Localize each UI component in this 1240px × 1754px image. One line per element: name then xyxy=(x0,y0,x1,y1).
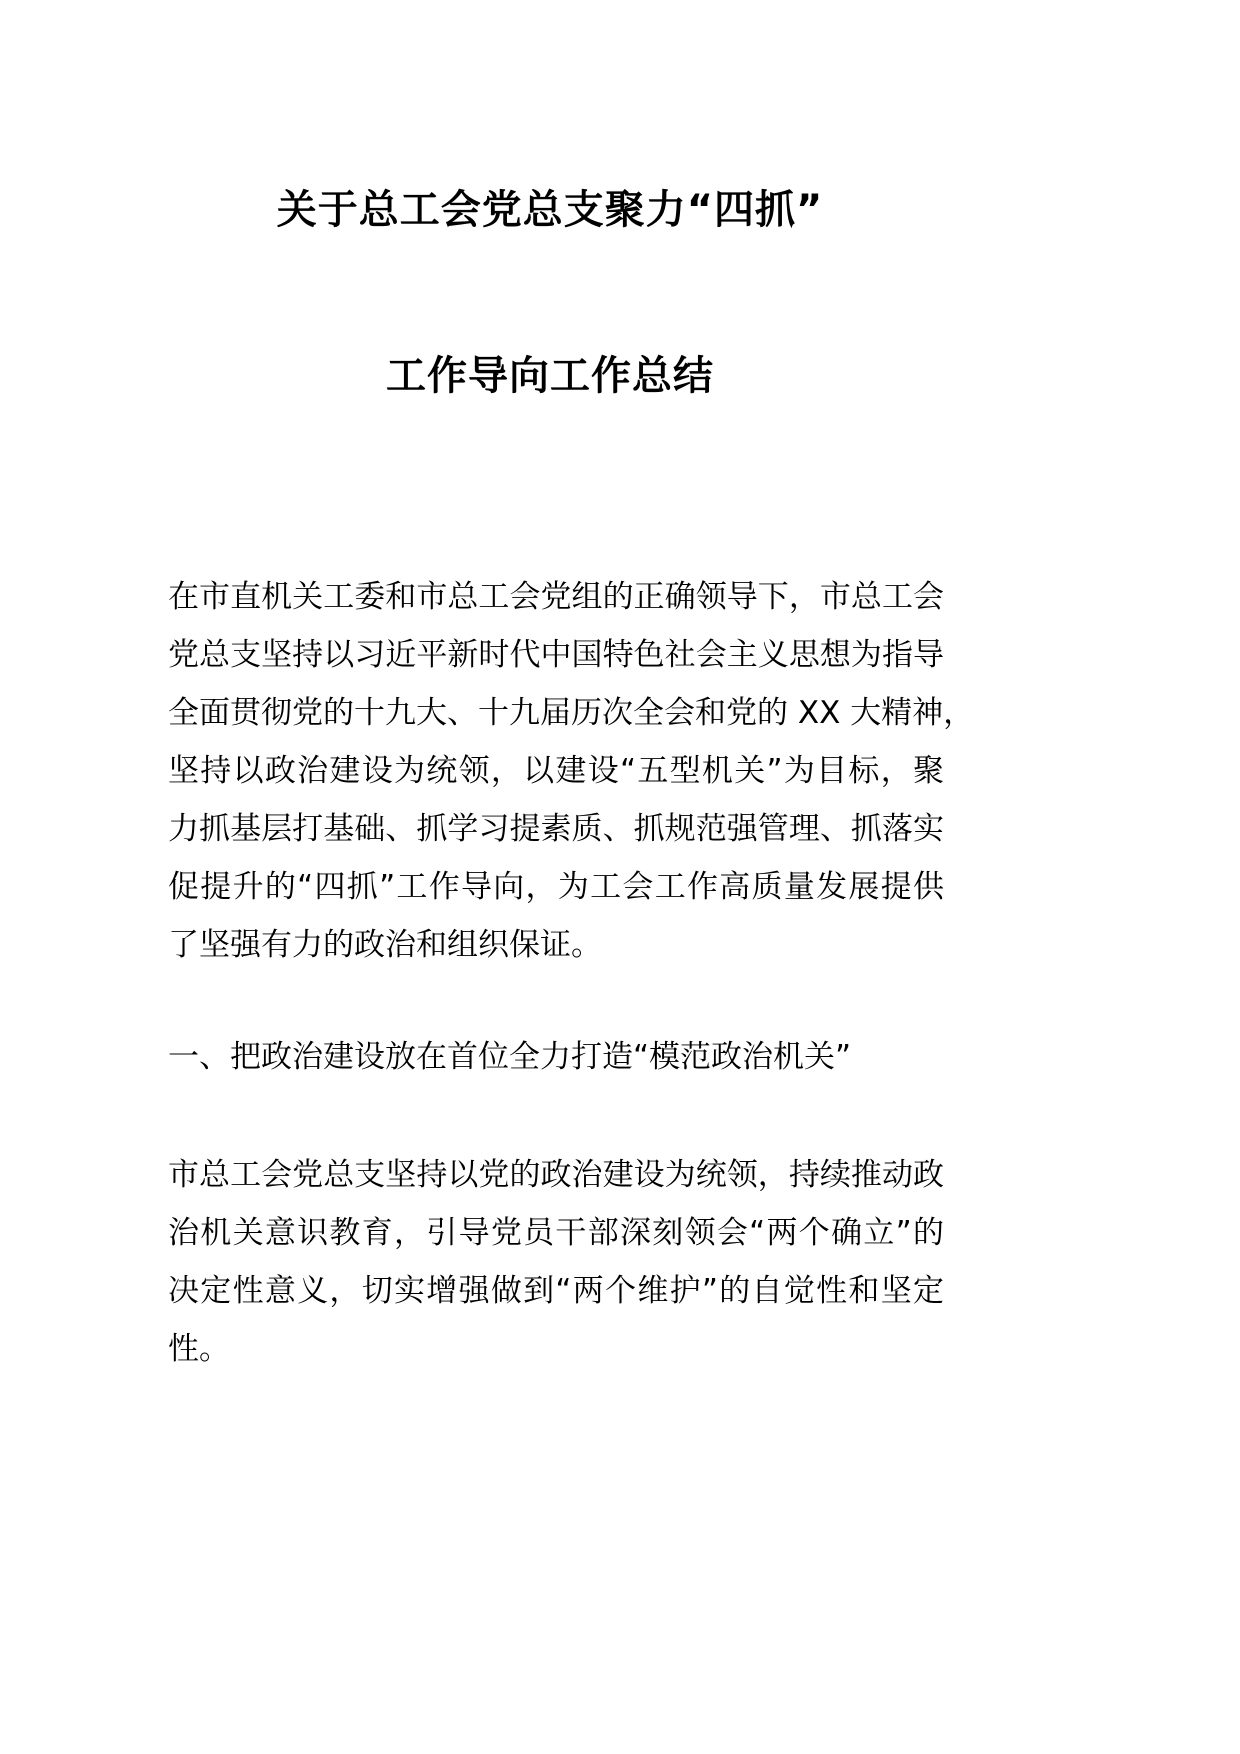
paragraph-political-building xyxy=(168,1146,944,1378)
paragraph-intro xyxy=(168,568,975,974)
section-heading-1 xyxy=(168,1028,944,1086)
paragraph-line: 坚持以政治建设为统领，以建设“五型机关”为目标，聚 xyxy=(168,753,944,789)
paragraph-line: 力抓基层打基础、抓学习提素质、抓规范强管理、抓落实 xyxy=(168,811,944,847)
paragraph-line: 市总工会党总支坚持以党的政治建设为统领，持续推动政 xyxy=(168,1157,944,1193)
paragraph-line: 全面贯彻党的十九大、十九届历次全会和党的 XX 大精神， xyxy=(168,695,975,731)
paragraph-line: 治机关意识教育，引导党员干部深刻领会“两个确立”的 xyxy=(168,1215,944,1251)
section-heading-text: 一、把政治建设放在首位全力打造“模范政治机关” xyxy=(168,1039,852,1075)
paragraph-line: 促提升的“四抓”工作导向，为工会工作高质量发展提供 xyxy=(168,869,944,905)
paragraph-line: 在市直机关工委和市总工会党组的正确领导下，市总工会 xyxy=(168,579,944,615)
document-title-line-1: 关于总工会党总支聚力“四抓” xyxy=(276,187,824,233)
document-title-line-2: 工作导向工作总结 xyxy=(386,353,714,399)
paragraph-line: 了坚强有力的政治和组织保证。 xyxy=(168,927,602,963)
paragraph-line: 决定性意义，切实增强做到“两个维护”的自觉性和坚定 xyxy=(168,1273,944,1309)
paragraph-line: 党总支坚持以习近平新时代中国特色社会主义思想为指导 xyxy=(168,637,944,673)
paragraph-line: 性。 xyxy=(168,1331,230,1367)
